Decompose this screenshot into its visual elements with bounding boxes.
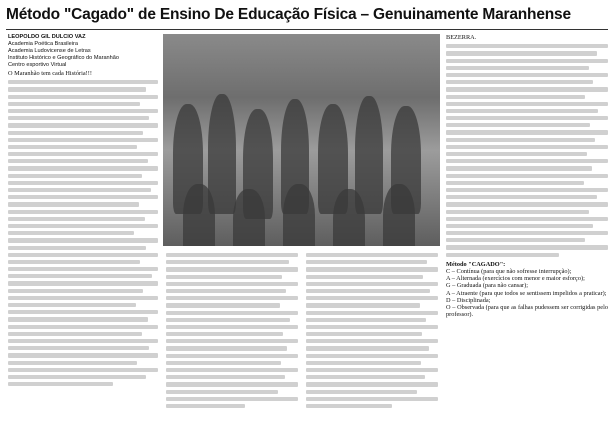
column-4-title: BEZERRA. [446, 34, 477, 41]
author-name: LEOPOLDO GIL DULCIO VAZ [8, 34, 86, 40]
column-4 [446, 34, 608, 318]
author-block [8, 34, 158, 69]
headline-rule [6, 29, 608, 30]
legend-item: D – Disciplinada; [446, 296, 491, 304]
author-affiliation: Centro esportivo Virtual [8, 62, 67, 68]
legend-title: Método "CAGADO": [446, 260, 506, 268]
legend-item: O – Observada (para que as falhas pudessem ser corrigidas pelo professor). [446, 304, 608, 319]
author-affiliation: Academia Poética Brasileira [8, 41, 78, 47]
headline: Método "Cagado" de Ensino De Educação Física – Genuinamente Maranhense [6, 6, 571, 23]
column-3 [306, 250, 438, 411]
intro-line: O Maranhão tem cada História!!! [8, 70, 92, 77]
legend-item: A – Alternada (exercícios com menor e maior esforço); [446, 275, 585, 283]
author-affiliation: Academia Ludovicense de Letras [8, 48, 91, 54]
column-1 [8, 70, 158, 389]
legend-item: C – Contínua (para que não sofresse interrupção); [446, 268, 572, 276]
legend-item: G – Graduada (para não cansar); [446, 282, 528, 290]
historical-photo [163, 34, 440, 246]
legend-item: A – Atraente (para que todos se sentissem impelidos a praticar); [446, 289, 607, 297]
column-2 [166, 250, 298, 411]
author-affiliation: Instituto Histórico e Geográfico do Maranhão [8, 55, 120, 61]
